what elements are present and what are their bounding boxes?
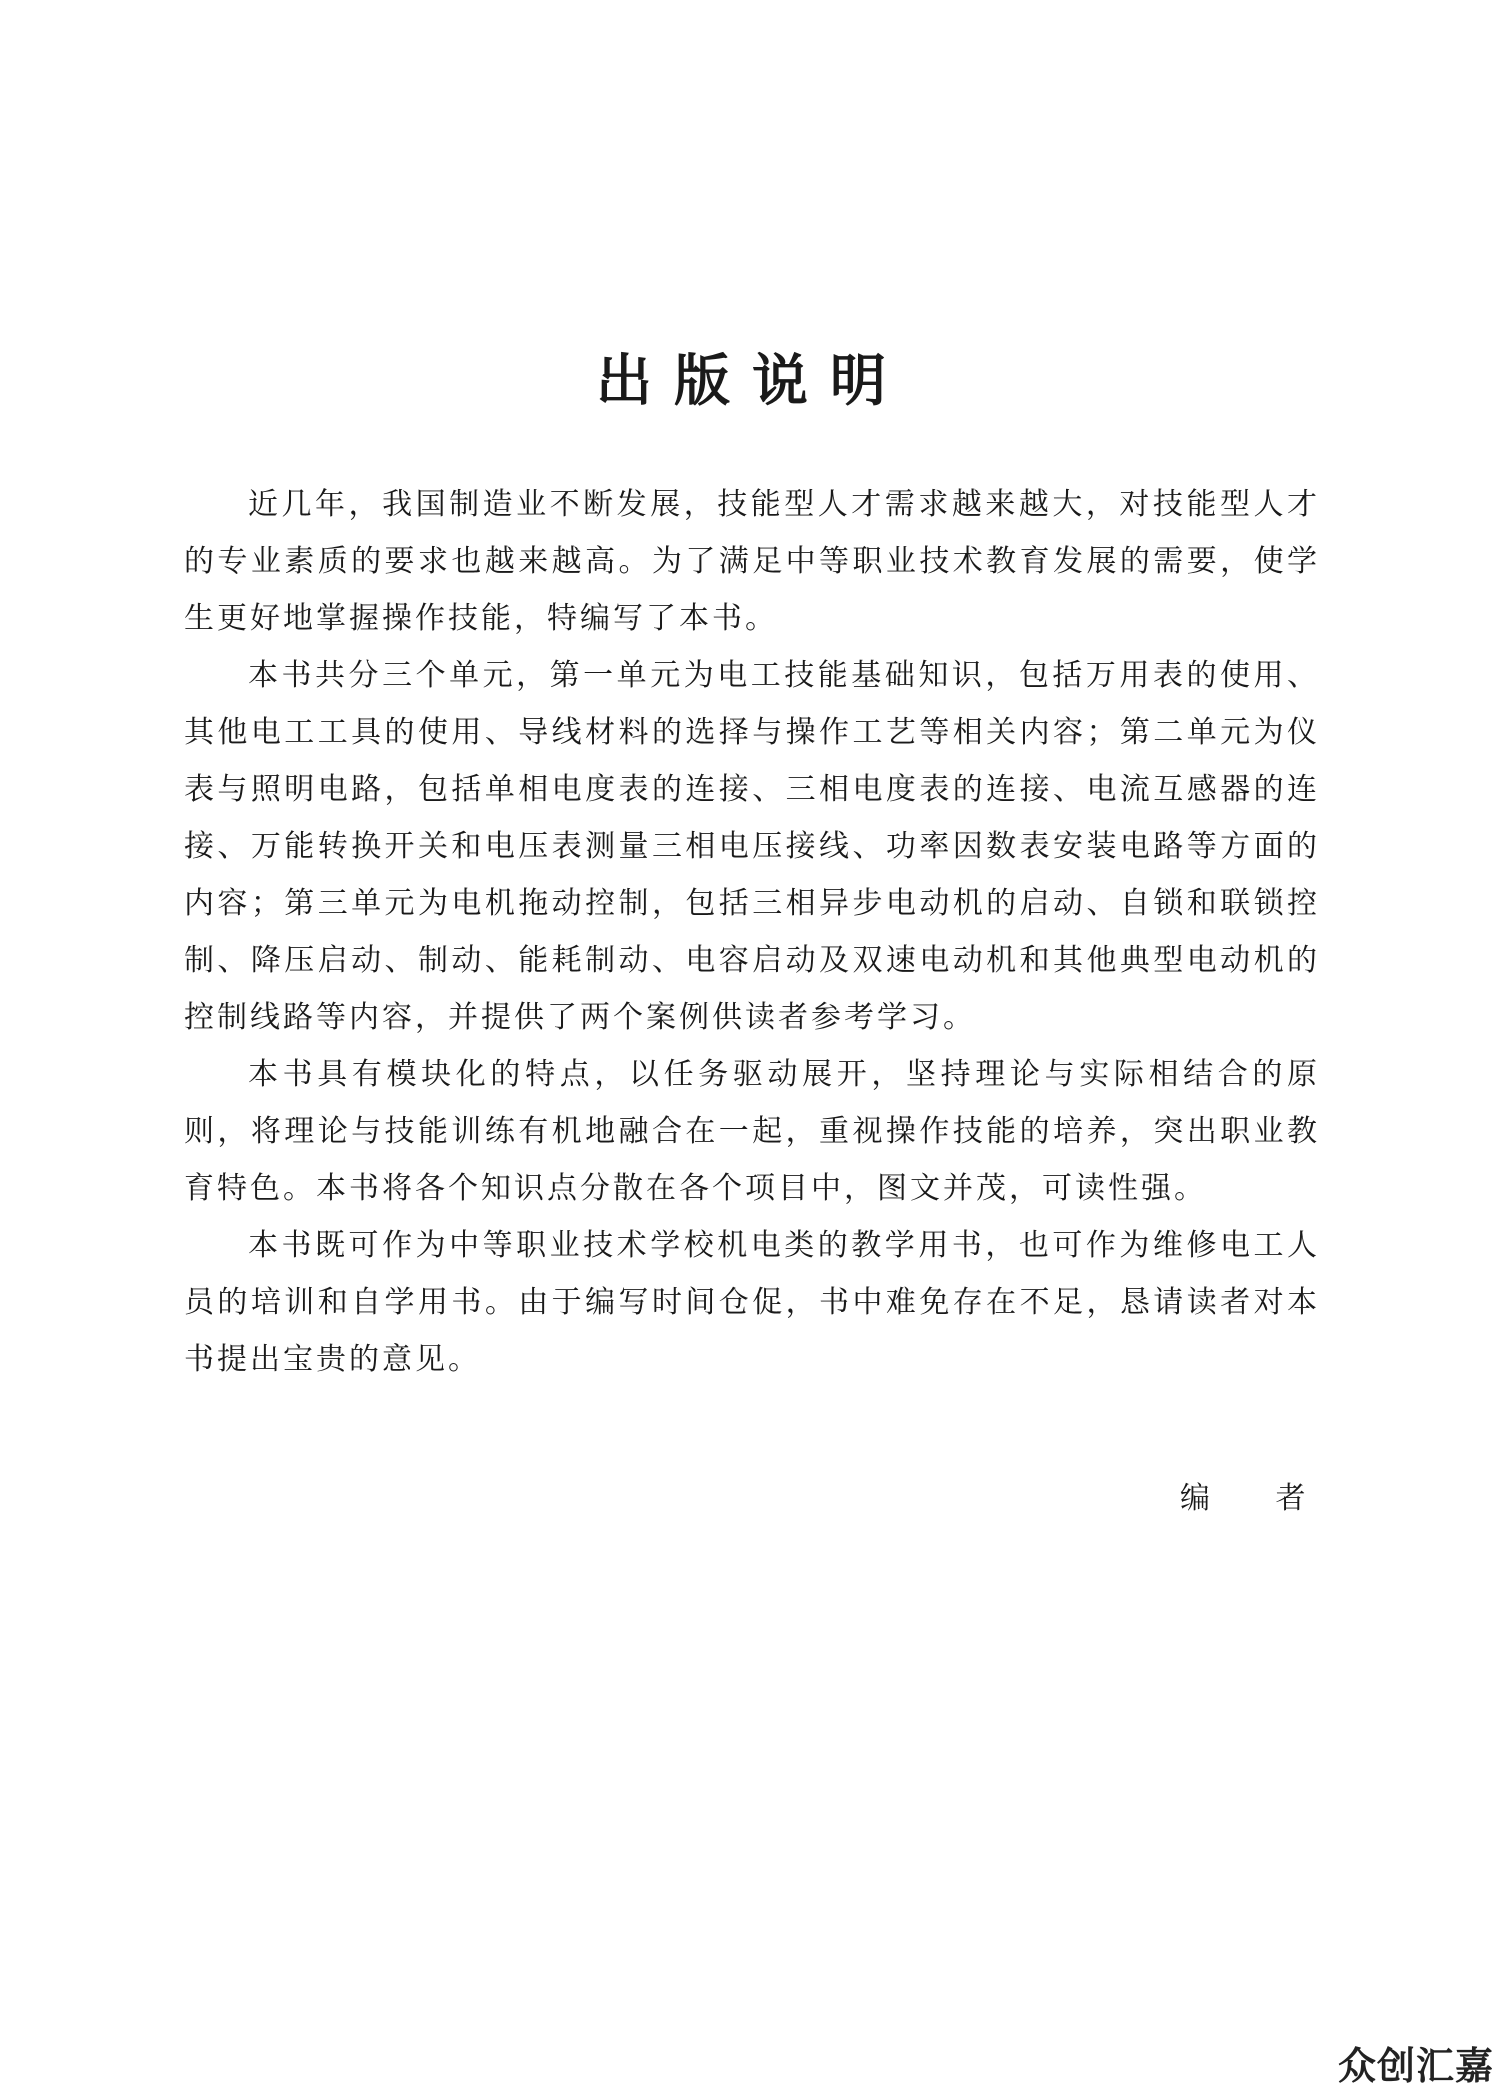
page-title: 出版说明 [596,348,908,414]
watermark-logo: 众创汇嘉 [1337,2044,1494,2088]
author-signature: 编 者 [1180,1481,1334,1516]
paragraph: 本书具有模块化的特点，以任务驱动展开，坚持理论与实际相结合的原则，将理论与技能训练有机地融合在一起，重视操作技能的培养，突出职业教育特色。本书将各个知识点分散在各个项目中，图文并茂，可读性强。 [184,1057,1320,1206]
document-body [184,476,1320,1388]
paragraph: 近几年，我国制造业不断发展，技能型人才需求越来越大，对技能型人才的专业素质的要求也越来越高。为了满足中等职业技术教育发展的需要，使学生更好地掌握操作技能，特编写了本书。 [184,487,1320,636]
paragraph: 本书共分三个单元，第一单元为电工技能基础知识，包括万用表的使用、其他电工工具的使用、导线材料的选择与操作工艺等相关内容；第二单元为仪表与照明电路，包括单相电度表的连接、三相电度表的连接、电流互感器的连接、万能转换开关和电压表测量三相电压接线、功率因数表安装电路等方面的内容；第三单元为电机拖动控制，包括三相异步电动机的启动、自锁和联锁控制、降压启动、制动、能耗制动、电容启动及双速电动机和其他典型电动机的控制线路等内容，并提供了两个案例供读者参考学习。 [184,658,1320,1035]
paragraph: 本书既可作为中等职业技术学校机电类的教学用书，也可作为维修电工人员的培训和自学用书。由于编写时间仓促，书中难免存在不足，恳请读者对本书提出宝贵的意见。 [184,1228,1320,1377]
